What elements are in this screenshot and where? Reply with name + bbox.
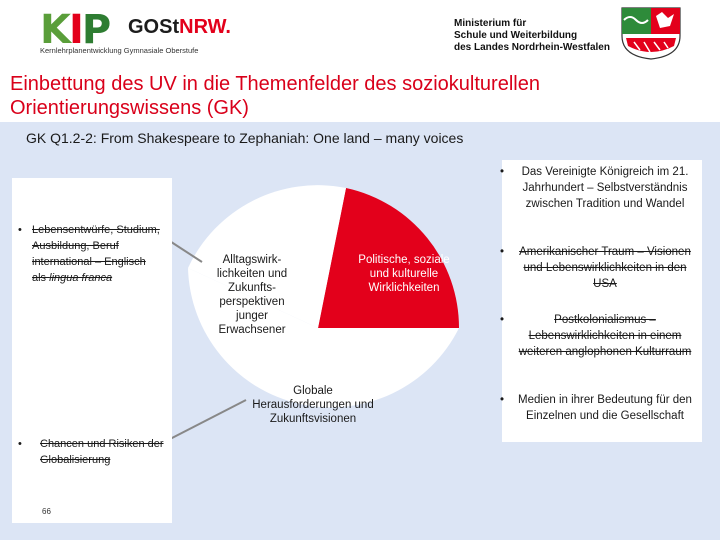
ministry-line-2: Schule und Weiterbildung [454, 30, 578, 41]
left-bullet-2-text: Chancen und Risiken der Globalisierung [40, 438, 164, 466]
right-bullet-4-text: Medien in ihrer Bedeutung für den Einzelnen und die Gesellschaft [518, 394, 692, 422]
bullet-dot-icon: • [18, 224, 22, 236]
right-bullet-1-text: Das Vereinigte Königreich im 21. Jahrhundert – Selbstverständnis zwischen Tradition und Wandel [521, 166, 689, 210]
logo-gost: GOSt [128, 16, 180, 38]
bullet-dot-icon: • [500, 246, 505, 258]
kip-logo [40, 8, 240, 56]
left-bullet-2 [18, 436, 166, 468]
bullet-dot-icon: • [500, 394, 505, 406]
logo-k: K [40, 7, 69, 53]
logo-i: I [69, 7, 82, 53]
slide-subtitle: GK Q1.2-2: From Shakespeare to Zephaniah: One land – many voices [26, 130, 464, 146]
gost-nrw-text [128, 16, 231, 39]
left-bullet-1 [18, 222, 162, 286]
right-bullet-3-text: Postkolonialismus – Lebenswirklichkeiten in einem weiteren anglophonen Kulturraum [518, 314, 692, 358]
right-bullet-2 [500, 244, 698, 292]
connector-line-2 [172, 400, 246, 440]
kip-letters [40, 7, 110, 53]
logo-nrw: NRW. [179, 16, 231, 38]
right-bullet-1 [500, 164, 698, 212]
logo-p: P [81, 7, 110, 53]
header [0, 0, 720, 62]
pie-label-political: Politische, soziale und kulturelle Wirklichkeiten [358, 254, 450, 294]
pie-label-global: Globale Herausforderungen und Zukunftsvisionen [252, 385, 374, 425]
bullet-dot-icon: • [500, 314, 505, 326]
right-bullet-4 [500, 392, 698, 424]
ministry-line-3: des Landes Nordrhein-Westfalen [454, 42, 610, 53]
bullet-dot-icon: • [500, 166, 505, 178]
logo-subtitle: Kernlehrplanentwicklung Gymnasiale Oberstufe [40, 46, 199, 55]
slide-title: Einbettung des UV in die Themenfelder des soziokulturellen Orientierungswissens (GK) [10, 73, 540, 119]
bullet-dot-icon: • [18, 438, 22, 450]
connector-line-1 [172, 236, 202, 262]
ministry-name [454, 18, 610, 54]
right-bullet-3 [500, 312, 698, 360]
left-bullet-1-italic: lingua franca [49, 272, 113, 284]
ministry-line-1: Ministerium für [454, 18, 527, 29]
page-number: 66 [42, 507, 51, 516]
right-bullet-2-text: Amerikanischer Traum – Visionen und Lebenswirklichkeiten in den USA [519, 246, 691, 290]
pie-label-everyday: Alltagswirk-lichkeiten und Zukunfts-perspektiven junger Erwachsener [216, 254, 288, 336]
left-bullet-1-text: Lebensentwürfe, Studium, Ausbildung, Beruf international – Englisch als [32, 224, 160, 284]
nrw-crest-icon [620, 6, 682, 60]
